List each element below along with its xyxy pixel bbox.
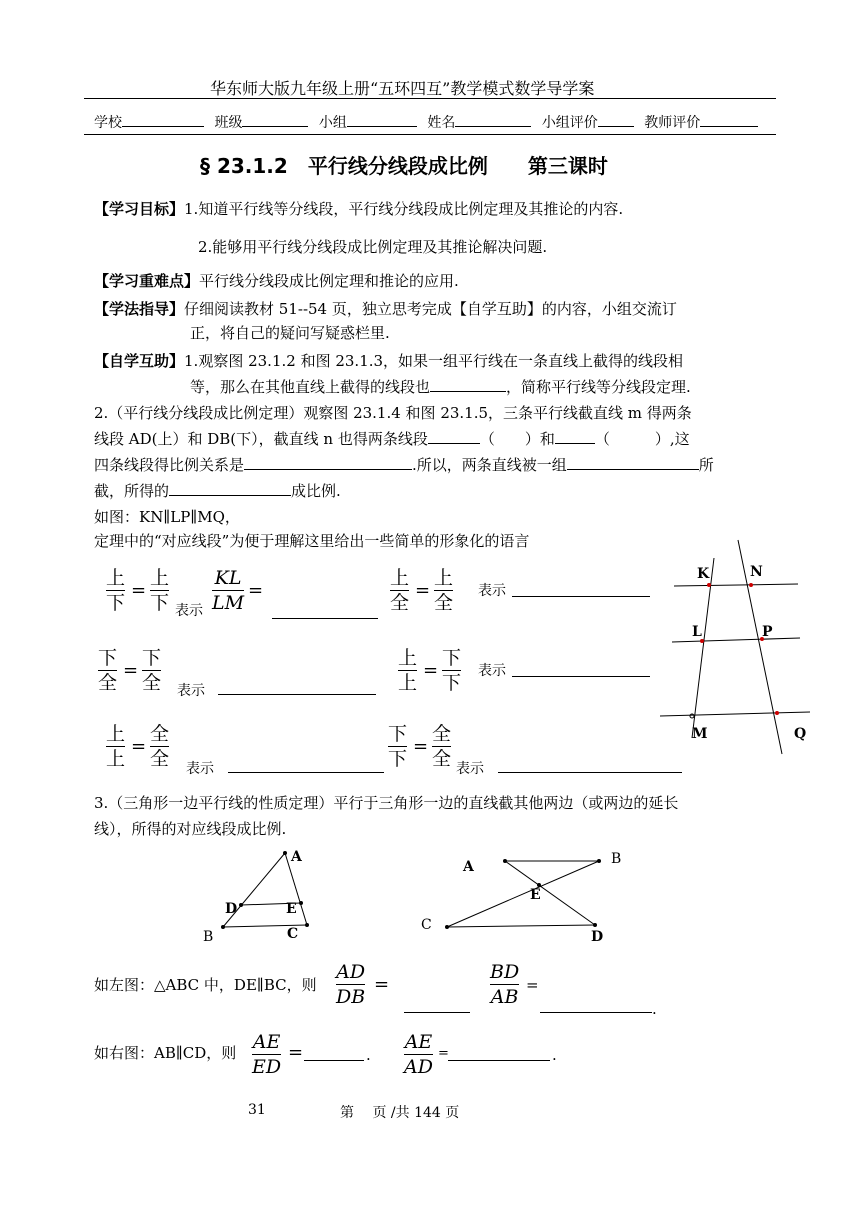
parallel-lines-figure (650, 530, 820, 760)
info-rule (84, 134, 776, 135)
means-label: 表示 (186, 761, 214, 777)
teacher-eval-label: 教师评价 (644, 115, 701, 131)
label-k: K (697, 566, 710, 582)
label-m: M (692, 726, 708, 742)
equals-sign: = (438, 1046, 449, 1061)
answer-blank-5[interactable] (567, 455, 699, 470)
equals-sign: = (123, 660, 139, 681)
goals-line1 (94, 198, 623, 220)
frac-whole-whole: 全 全 (432, 723, 452, 770)
answer-blank-6[interactable] (169, 481, 291, 496)
frac-ae-ed: AE ED (252, 1031, 282, 1078)
means-label: 表示 (456, 761, 484, 777)
item2-line2 (94, 428, 690, 450)
school-field[interactable] (122, 114, 204, 127)
label-a: A (291, 849, 302, 865)
method-text2: 正，将自己的疑问写疑惑栏里. (190, 324, 390, 342)
group-label: 小组 (318, 115, 347, 131)
label-b: B (611, 851, 622, 867)
answer-line[interactable] (498, 772, 682, 773)
page-footer: 第 页 /共 144 页 (340, 1105, 460, 1121)
goals-item2: 2.能够用平行线分线段成比例定理及其推论解决问题. (198, 238, 548, 256)
item2-line6: 定理中的“对应线段”为便于理解这里给出一些简单的形象化的语言 (94, 532, 530, 550)
key-points-text: 平行线分线段成比例定理和推论的应用. (199, 272, 459, 290)
means-label: 表示 (175, 603, 203, 619)
goals-item1: 1.知道平行线等分线段，平行线分线段成比例定理及其推论的内容. (184, 200, 624, 218)
frac-up-whole: 上 全 (434, 567, 454, 614)
segment-ad (505, 861, 595, 925)
page-number: 31 (248, 1102, 266, 1118)
frac-bd-ab: BD AB (490, 961, 520, 1008)
answer-line[interactable] (512, 676, 650, 677)
point-m (690, 714, 694, 718)
item2-text2c: （ ）,这 (594, 430, 690, 448)
frac-up-up: 上 上 (398, 647, 418, 694)
class-label: 班级 (214, 115, 243, 131)
period: . (652, 1000, 657, 1018)
page-header-title: 华东师大版九年级上册“五环四互”教学模式数学导学案 (210, 79, 595, 98)
group-eval-label: 小组评价 (541, 115, 598, 131)
frac-up-down-a: 上 下 (106, 567, 126, 614)
equals-sign: = (374, 974, 390, 995)
frac-whole-whole: 全 全 (150, 723, 170, 770)
line-mq (660, 712, 810, 716)
method-line1 (94, 298, 677, 320)
equals-sign: = (248, 580, 264, 601)
frac-down-whole: 下 全 (142, 647, 162, 694)
self-study-text2b: ，简称平行线等分线段定理. (506, 378, 691, 396)
group-field[interactable] (347, 114, 417, 127)
item2-line1: 2.（平行线分线段成比例定理）观察图 23.1.4 和图 23.1.5，三条平行线截直线 m 得两条 (94, 404, 692, 422)
left-example-prefix: 如左图：△ABC 中，DE∥BC，则 (94, 976, 317, 994)
self-study-line1 (94, 350, 683, 372)
item3-line1: 3.（三角形一边平行线的性质定理）平行于三角形一边的直线截其他两边（或两边的延长 (94, 794, 679, 812)
frac-up-down-b: 上 下 (150, 567, 170, 614)
equals-sign: = (288, 1042, 304, 1063)
name-field[interactable] (455, 114, 531, 127)
self-study-text2a: 等，那么在其他直线上截得的线段也 (190, 378, 431, 396)
equals-sign: = (131, 580, 147, 601)
answer-blank-4[interactable] (244, 455, 412, 470)
label-p: P (762, 624, 773, 640)
frac-down-down: 下 下 (388, 723, 408, 770)
means-label: 表示 (478, 583, 506, 599)
answer-line[interactable] (540, 1012, 652, 1013)
item2-text4b: 成比例. (291, 482, 341, 500)
answer-line[interactable] (448, 1060, 550, 1061)
answer-blank-3[interactable] (555, 429, 595, 444)
frac-ae-ad: AE AD (404, 1031, 433, 1078)
answer-line[interactable] (218, 694, 376, 695)
group-eval-field[interactable] (598, 114, 634, 127)
header-rule (84, 98, 776, 99)
frac-down-whole: 下 全 (98, 647, 118, 694)
key-points (94, 270, 459, 292)
answer-blank-1[interactable] (430, 377, 506, 392)
answer-line[interactable] (304, 1060, 364, 1061)
label-q: Q (794, 726, 807, 742)
item2-text2b: （ ）和 (479, 430, 555, 448)
period: . (366, 1046, 371, 1064)
label-e: E (286, 901, 297, 917)
goals-label: 【学习目标】 (94, 200, 185, 218)
triangle-figure (195, 845, 325, 945)
answer-line[interactable] (404, 1012, 470, 1013)
school-label: 学校 (94, 115, 122, 131)
point-q (775, 711, 779, 715)
name-label: 姓名 (427, 115, 456, 131)
label-b: B (203, 929, 214, 945)
period: . (552, 1046, 557, 1064)
frac-kl-lm: KL LM (212, 567, 245, 614)
equals-sign: = (131, 736, 147, 757)
item2-text4a: 截，所得的 (94, 482, 170, 500)
item2-line3 (94, 454, 714, 476)
item2-text3c: 所 (698, 456, 714, 474)
self-study-line2 (190, 376, 691, 398)
equals-sign: = (526, 976, 539, 994)
equals-sign: = (413, 736, 429, 757)
label-c: C (287, 926, 299, 942)
teacher-eval-field[interactable] (700, 114, 758, 127)
label-l: L (692, 624, 702, 640)
answer-blank-2[interactable] (428, 429, 480, 444)
self-study-text1: 1.观察图 23.1.2 和图 23.1.3，如果一组平行线在一条直线上截得的线段相 (184, 352, 684, 370)
label-d: D (225, 901, 238, 917)
frac-down-down: 下 下 (442, 647, 462, 694)
point-k (707, 583, 711, 587)
method-label: 【学法指导】 (94, 300, 185, 318)
class-field[interactable] (242, 114, 308, 127)
label-c: C (421, 917, 432, 933)
key-points-label: 【学习重难点】 (94, 272, 200, 290)
label-d: D (591, 929, 604, 945)
item3-line2: 线），所得的对应线段成比例. (94, 820, 287, 838)
equals-sign: = (423, 660, 439, 681)
means-label: 表示 (478, 663, 506, 679)
frac-ad-db: AD DB (336, 961, 366, 1008)
frac-up-whole: 上 全 (390, 567, 410, 614)
right-example-prefix: 如右图：AB∥CD，则 (94, 1044, 237, 1062)
segment-cd (447, 925, 595, 927)
answer-line[interactable] (228, 772, 384, 773)
label-e: E (530, 887, 541, 903)
item2-text2a: 线段 AD(上）和 DB(下），截直线 n 也得两条线段 (94, 430, 428, 448)
hourglass-figure (415, 845, 635, 945)
item2-line5: 如图：KN∥LP∥MQ， (94, 508, 240, 526)
label-n: N (750, 564, 763, 580)
point-n (749, 583, 753, 587)
means-label: 表示 (177, 683, 205, 699)
item2-text3b: .所以，两条直线被一组 (412, 456, 567, 474)
label-a: A (463, 859, 474, 875)
line-kn (674, 584, 798, 586)
equals-sign: = (415, 580, 431, 601)
method-text1: 仔细阅读教材 51--54 页，独立思考完成【自学互助】的内容，小组交流订 (184, 300, 677, 318)
answer-line[interactable] (512, 596, 650, 597)
frac-up-up: 上 上 (106, 723, 126, 770)
info-row (94, 112, 758, 132)
self-study-label: 【自学互助】 (94, 352, 185, 370)
item2-line4 (94, 480, 341, 502)
item2-text3a: 四条线段得比例关系是 (94, 456, 245, 474)
answer-line[interactable] (272, 618, 378, 619)
section-title: § 23.1.2 平行线分线段成比例 第三课时 (200, 154, 608, 178)
